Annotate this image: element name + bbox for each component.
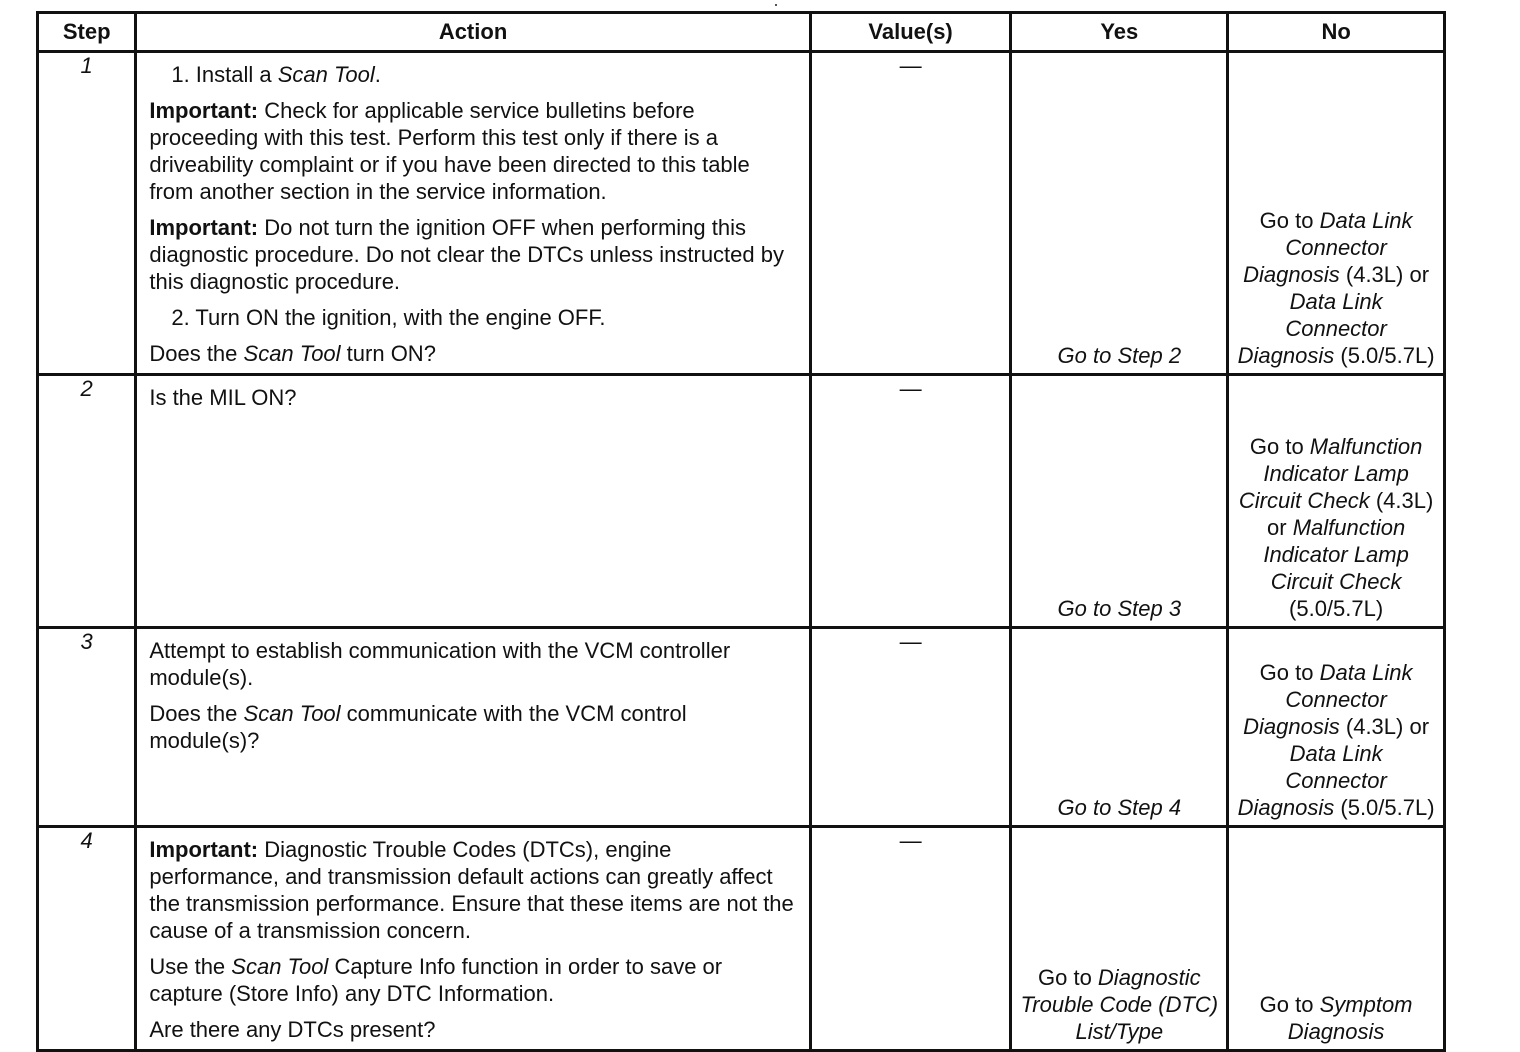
yes-link[interactable]: Go to Step 2 [1057,343,1182,368]
action-step-item: 1. Install a Scan Tool. [171,62,381,87]
action-question: Does the Scan Tool turn ON? [149,341,436,366]
yes-cell [1011,375,1228,628]
scan-speck [775,4,777,6]
value-cell: — [810,375,1011,628]
action-cell [136,628,810,827]
yes-link[interactable]: Go to Step 3 [1057,596,1182,621]
table-row [38,827,1445,1051]
action-question: Is the MIL ON? [149,385,297,410]
no-link[interactable]: Go to Data Link Connector Diagnosis (4.3L) or Data Link Connector Diagnosis (5.0/5.7L) [1237,208,1435,368]
table-row [38,52,1445,375]
yes-cell [1011,628,1228,827]
header-no: No [1228,13,1445,52]
important-note: Important: Diagnostic Trouble Codes (DTCs), engine performance, and transmission default actions can greatly affect the transmission performance. Ensure that these items are not the cause of a transmission concern. [149,837,794,943]
yes-cell [1011,52,1228,375]
action-text: Attempt to establish communication with the VCM controller module(s). [149,638,731,690]
action-cell [136,375,810,628]
no-cell [1228,827,1445,1051]
step-number: 1 [38,52,136,375]
step-number: 3 [38,628,136,827]
action-step-item: 2. Turn ON the ignition, with the engine OFF. [171,305,606,330]
value-cell: — [810,628,1011,827]
no-link[interactable]: Go to Symptom Diagnosis [1259,992,1413,1044]
important-note: Important: Do not turn the ignition OFF when performing this diagnostic procedure. Do not clear the DTCs unless instructed by this diagnostic procedure. [149,215,784,294]
value-cell: — [810,827,1011,1051]
step-number: 4 [38,827,136,1051]
value-cell: — [810,52,1011,375]
important-note: Important: Check for applicable service bulletins before proceeding with this test. Perform this test only if there is a driveability complaint or if you have been directed to this table from another section in the service information. [149,98,750,204]
yes-cell [1011,827,1228,1051]
action-question: Are there any DTCs present? [149,1017,436,1042]
header-yes: Yes [1011,13,1228,52]
header-action: Action [136,13,810,52]
step-number: 2 [38,375,136,628]
table-row [38,628,1445,827]
yes-link[interactable]: Go to Step 4 [1057,795,1182,820]
header-step: Step [38,13,136,52]
no-link[interactable]: Go to Malfunction Indicator Lamp Circuit Check (4.3L) or Malfunction Indicator Lamp Circuit Check (5.0/5.7L) [1238,434,1434,621]
action-cell [136,827,810,1051]
header-row [38,13,1445,52]
header-values: Value(s) [810,13,1011,52]
no-cell [1228,628,1445,827]
no-cell [1228,375,1445,628]
action-cell [136,52,810,375]
action-text: Use the Scan Tool Capture Info function in order to save or capture (Store Info) any DTC Information. [149,954,723,1006]
no-cell [1228,52,1445,375]
action-question: Does the Scan Tool communicate with the VCM control module(s)? [149,701,687,753]
diagnostic-table [36,11,1446,1052]
yes-link[interactable]: Go to Diagnostic Trouble Code (DTC) List/Type [1020,965,1219,1044]
no-link[interactable]: Go to Data Link Connector Diagnosis (4.3L) or Data Link Connector Diagnosis (5.0/5.7L) [1237,660,1435,820]
table-row [38,375,1445,628]
